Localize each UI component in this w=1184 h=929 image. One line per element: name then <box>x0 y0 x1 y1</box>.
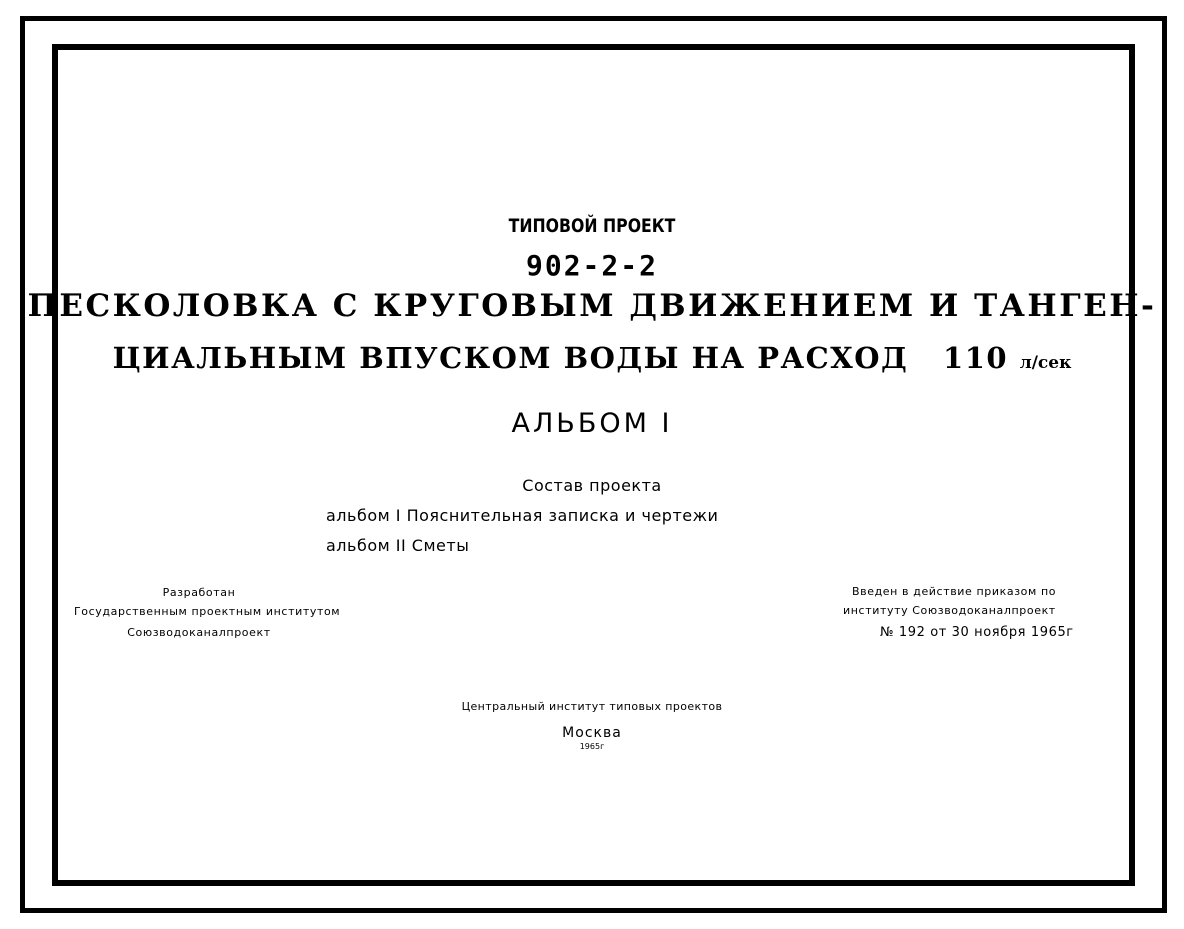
city: Москва <box>562 725 622 741</box>
title-line-2 <box>0 341 1184 375</box>
inner-border <box>52 44 1135 886</box>
developer-label: Разработан <box>162 586 236 599</box>
introduction-line-2: институту Союзводоканалпроект <box>843 604 1056 617</box>
project-code: 902-2-2 <box>525 249 658 282</box>
composition-item-2: альбом II Сметы <box>326 536 470 555</box>
type-label: ТИПОВОЙ ПРОЕКТ <box>508 215 676 237</box>
flow-value: 110 <box>943 341 1009 375</box>
developer-name: Союзводоканалпроект <box>127 626 271 639</box>
album-title: АЛЬБОМ I <box>511 408 673 439</box>
title-line-2-text: ЦИАЛЬНЫМ ВПУСКОМ ВОДЫ НА РАСХОД <box>112 341 909 375</box>
flow-unit: л/сек <box>1019 353 1072 373</box>
composition-item-1: альбом I Пояснительная записка и чертежи <box>326 506 719 525</box>
introduction-line-3: № 192 от 30 ноября 1965г <box>880 625 1074 640</box>
title-line-1: ПЕСКОЛОВКА С КРУГОВЫМ ДВИЖЕНИЕМ И ТАНГЕН- <box>27 288 1157 324</box>
year: 1965г <box>579 742 605 751</box>
developer-organization: Государственным проектным институтом <box>74 605 341 618</box>
composition-heading: Состав проекта <box>522 476 662 495</box>
introduction-line-1: Введен в действие приказом по <box>852 585 1057 598</box>
publisher: Центральный институт типовых проектов <box>461 700 723 713</box>
